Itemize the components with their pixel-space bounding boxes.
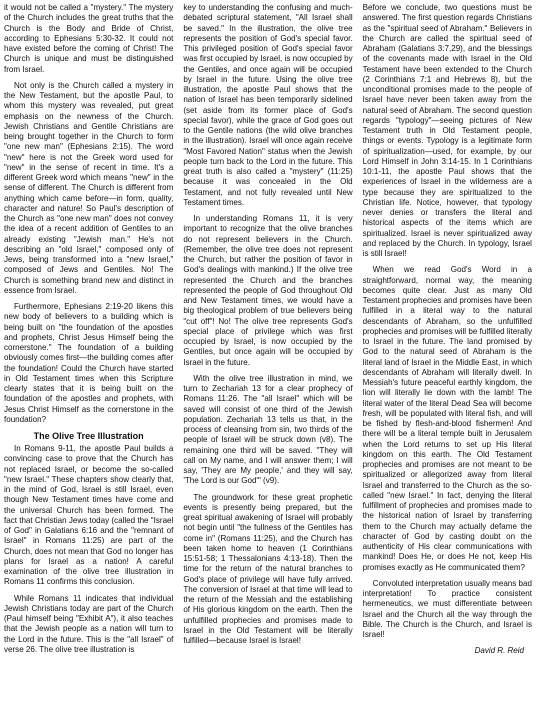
paragraph: When we read God's Word in a straightforward, normal way, the meaning becomes quite clear. Just as many Old Testament prophecies and promises have been fulfilled in a literal way to the natural descendants of Abraham, so the unfulfilled prophecies and promises will be fulfilled literally to Israel in the future. The land promised by God to the natural seed of Abraham is the literal land of Israel in the Middle East, in which descendants of Abraham will literally dwell. In Messiah's future peaceful earthly kingdom, the lion will literally lie down with the lamb! The literal water of the literal Dead Sea will become fresh, will be populated with literal fish, and will be fished by flesh-and-blood fishermen! And there will be a literal temple built in Jerusalem when the Lord returns to set up His literal kingdom on this earth. The Old Testament prophecies and promises are not meant to be spiritualized or allegorized away from literal Israel and transferred to the Church as the so-called "new Israel." In fact, denying the literal fulfillment of prophecies and promises made to the historical nation of Israel by transferring them to the Church may actually defame the character of God by casting doubt on the authenticity of His clear communications with mankind! Does He, or does He not, keep His promises exactly as He communicated them?: [362, 265, 532, 572]
paragraph: In Romans 9-11, the apostle Paul builds a convincing case to prove that the Church has not replaced Israel, or become the so-called "new Israel." These chapters show clearly that, in the mind of God, Israel is still Israel, even though New Testament times have come and the universal Church has been formed. The fact that Christian Jews today (called the "Israel of God" in Galatians 6:16 and the "remnant of Israel" in Romans 11:25) are part of the Church, does not mean that God no longer has plans for Israel as a nation! A careful examination of the olive tree illustration in Romans 11 confirms this conclusion.: [4, 444, 174, 587]
column-3: [363, 3, 532, 726]
column-1: [4, 3, 173, 726]
author-signature: David R. Reid: [474, 646, 524, 656]
paragraph: With the olive tree illustration in mind, we turn to Zechariah 13 for a clear prophecy of Romans 11:26. The "all Israel" which will be saved will consist of one third of the Jewish population. Zechariah 13 tells us that, in the process of cleansing from sin, two thirds of the people of Israel will be struck down (v8). The remaining one third will be saved. "They will call on My name, and I will answer them; I will say, 'They are My people,' and they will say, 'The Lord is our God'" (v9).: [183, 373, 353, 486]
paragraph: Convoluted interpretation usually means bad interpretation! To practice consistent hermeneutics, we must differentiate between Israel and the Church all the way through the Bible. The Church is the Church, and Israel is Israel!: [362, 578, 532, 639]
paragraph: The groundwork for these great prophetic events is presently being prepared, but the great spiritual awakening of Israel will probably not begin until "the fullness of the Gentiles has come in" (Romans 11:25), and the Church has been taken home to heaven (1 Corinthians 15:51-58; 1 Thessalonians 4:13-18). Then the time for the return of the natural branches to God's place of privilege will have fully arrived. The conversion of Israel at that time will lead to the return of the Messiah and the establishing of His glorious kingdom on the earth. Then the unfulfilled prophecies and promises made to Israel in the Old Testament will be literally fulfilled—because Israel is Israel!: [183, 492, 353, 645]
paragraph: While Romans 11 indicates that individual Jewish Christians today are part of the Church (Paul himself being "Exhibit A"), it also teaches that the Jewish people as a nation will turn to the Lord in the future. This is the "all Israel" of verse 26. The olive tree illustration is: [4, 593, 174, 654]
paragraph: Before we conclude, two questions must be answered. The first question regards Christians as the "spiritual seed of Abraham." Believers in the Church are called the spiritual seed of Abraham (Galatians 3:7,29), and the blessings of the covenants made with Israel in the Old Testament have been extended to the Church (2 Corinthians 7:1 and Hebrews 8), but the unconditional promises made to the people of Israel have never been taken away from the natural seed of Abraham. The second question regards "typology"—seeing pictures of New Testament truth in Old Testament people, things or events. Typology is a legitimate form of spiritualization—used, for example, by our Lord Himself in John 3:14-15. In 1 Corinthians 10:1-11, the apostle Paul shows that the experiences of Israel in the wilderness are a type because they are spiritualized to the Christian life. Notice, however, that typology never denies or transfers the literal and historical aspects of the items which are spiritualized. Israel is never spiritualized away and replaced by the Church. In typology, Israel is still Israel!: [362, 3, 532, 258]
paragraph: Not only is the Church called a mystery in the New Testament, but the apostle Paul, to whom this mystery was revealed, put great emphasis on the newness of the Church. Jewish Christians and Gentile Christians are being brought together in the Church to form "one new man" (Ephesians 2:15). The word "new" here is not the Greek word used for "new" in the sense of recent in time. It's a different Greek word which means "new" in the sense of different. The Church is different from anything which came before—in form, quality, character and nature! So Paul's description of the Church as "one new man" does not convey the idea of a recent addition of Gentiles to an already existing "Jewish man." He's not describing an "old Israel," composed only of Jews, being transformed into a "new Israel," composed of Jews and Gentiles. No! The Church is something brand new and distinct in essence from Israel.: [4, 80, 174, 295]
paragraph: Furthermore, Ephesians 2:19-20 likens this new body of believers to a building which is being built on "the foundation of the apostles and prophets, Christ Jesus Himself being the cornerstone." The foundation of a building obviously comes first—the building comes after the foundation! Could the Church have started in Old Testament times when this Scripture clearly states that it is being built on the foundation of the apostles and prophets, with Jesus Christ Himself as the cornerstone in the foundation?: [4, 302, 174, 424]
paragraph: it would not be called a "mystery." The mystery of the Church includes the great truths that the Church is the Body and Bride of Christ, according to Ephesians 5:30-32. It could not have existed before the coming of Christ! The Church is unique and must be distinguished from Israel.: [4, 3, 174, 74]
section-heading: The Olive Tree Illustration: [33, 431, 144, 441]
column-2: [183, 3, 352, 726]
paragraph: key to understanding the confusing and much-debated scriptural statement, "All Israel shall be saved." In the illustration, the olive tree represents the position of God's special favor. This privileged position of God's special favor was first occupied by Israel, is now occupied by the Gentiles, and once again will be occupied by Israel in the future. Using the olive tree illustration, the apostle Paul shows that the nation of Israel has been temporarily sidelined (set aside from its former place of God's special favor), while the grace of God goes out to the Gentile nations (the wild olive branches in the illustration). Israel will once again receive "Most Favored Nation" status when the Jewish people turn back to the Lord in the future. This great truth is also called a "mystery" (11:25) because it was concealed in the Old Testament, and not fully revealed until New Testament times.: [183, 3, 353, 207]
paragraph: In understanding Romans 11, it is very important to recognize that the olive branches do not represent believers in the Church. (Remember, the olive tree does not represent the Church, but rather the position of favor in God's dealings with mankind.) If the olive tree represented the Church and the branches represented the people of God throughout Old and New Testament times, we would have a big theological problem of true believers being "cut off"! No! The olive tree represents God's special place of privilege which was first occupied by Israel, is now occupied by the Gentiles, but once again will be occupied by Israel in the future.: [183, 214, 353, 367]
